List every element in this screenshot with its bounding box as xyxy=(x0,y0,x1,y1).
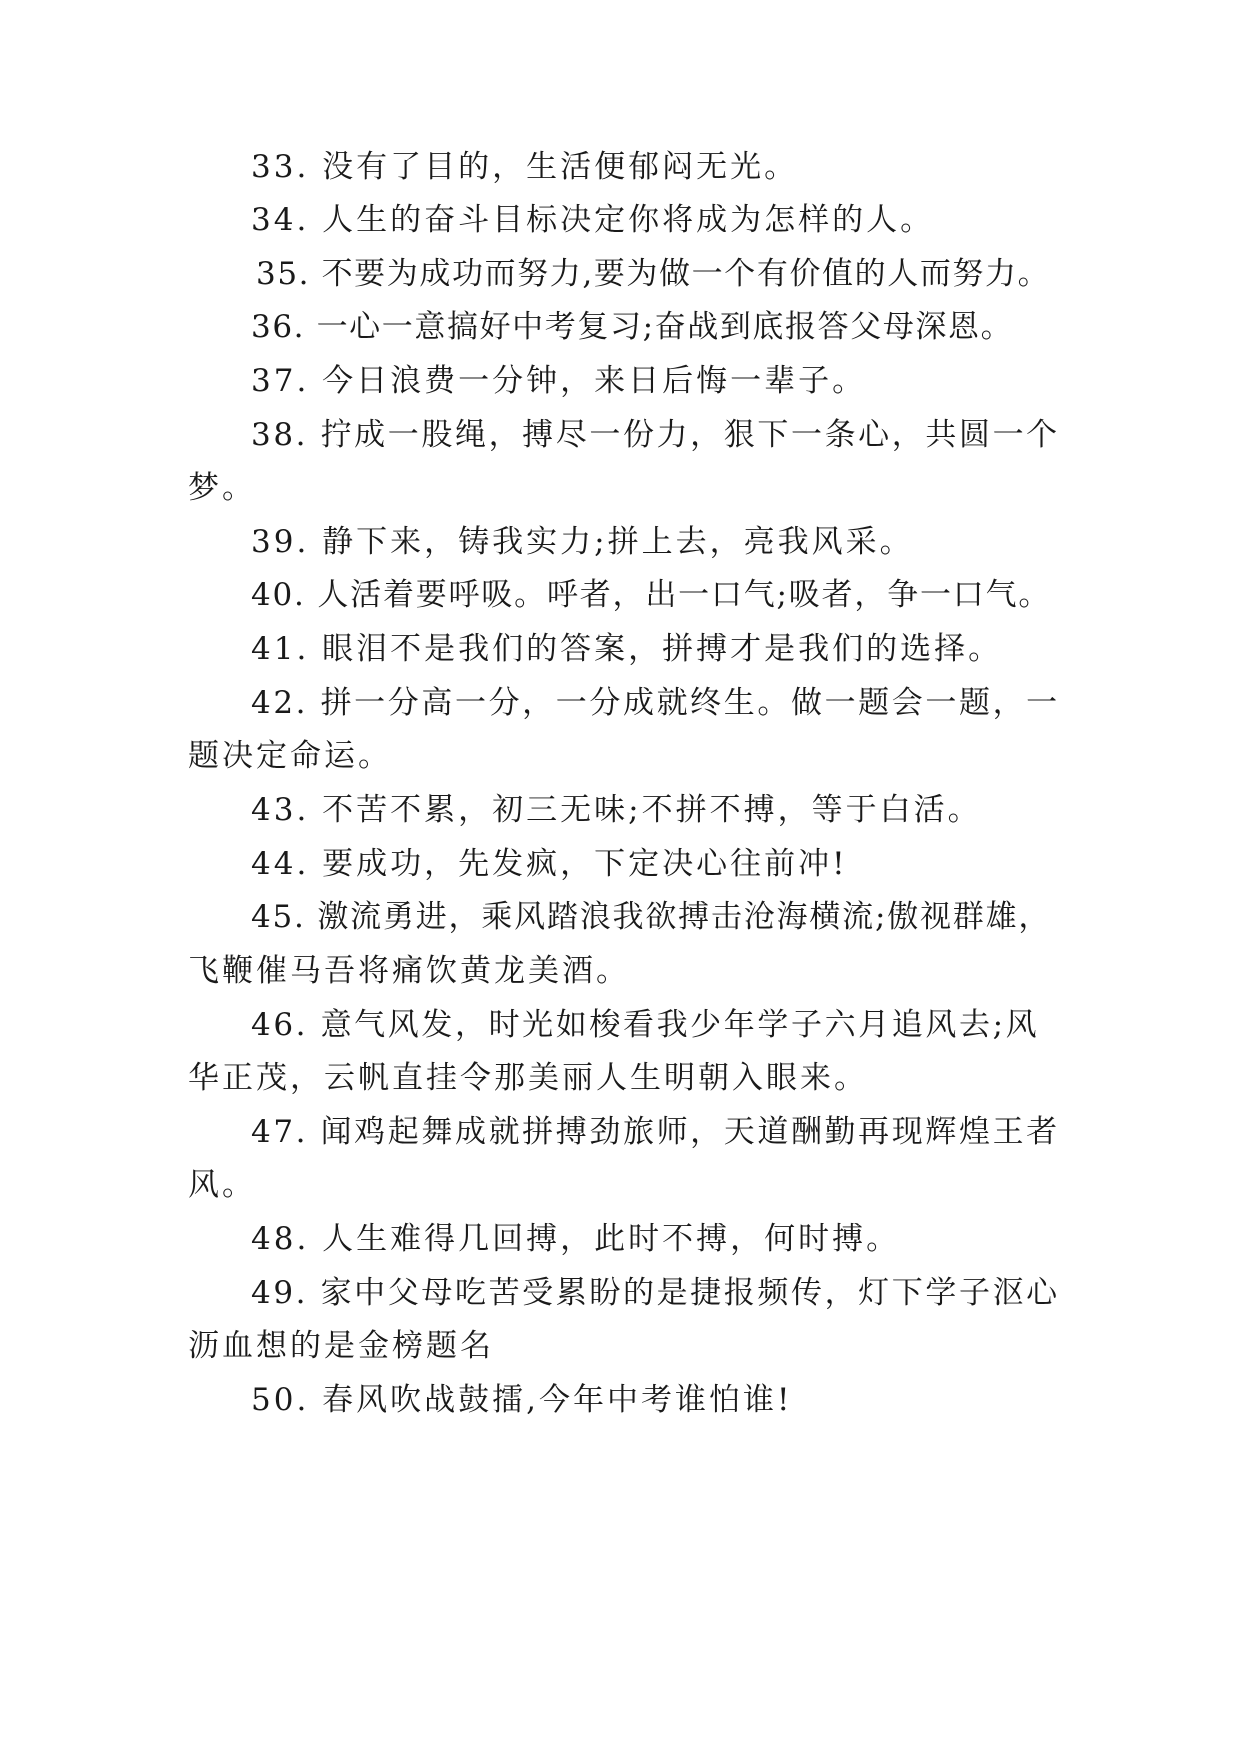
item-text: 不要为成功而努力,要为做一个有价值的人而努力。 xyxy=(321,256,1051,292)
item-text: 风。 xyxy=(188,1167,256,1203)
item-text: 激流勇进，乘风踏浪我欲搏击沧海横流;傲视群雄， xyxy=(317,899,1052,935)
item-number: 37. xyxy=(251,363,310,399)
item-number: 45. xyxy=(251,899,306,935)
item-number: 33. xyxy=(251,149,310,185)
list-item xyxy=(251,1380,792,1420)
item-text: 拧成一股绳，搏尽一份力，狠下一条心，共圆一个 xyxy=(320,417,1060,453)
list-item-continuation xyxy=(188,1058,868,1098)
list-item xyxy=(256,254,1050,294)
item-number: 39. xyxy=(251,524,310,560)
list-item xyxy=(251,415,1060,455)
item-text: 题决定命运。 xyxy=(188,738,392,774)
item-number: 47. xyxy=(251,1114,309,1150)
item-text: 春风吹战鼓擂,今年中考谁怕谁! xyxy=(322,1382,793,1418)
list-item-continuation xyxy=(188,468,256,508)
item-text: 人生的奋斗目标决定你将成为怎样的人。 xyxy=(322,202,935,238)
list-item xyxy=(251,147,798,187)
list-item-continuation xyxy=(188,736,392,776)
list-item xyxy=(251,522,914,562)
item-text: 家中父母吃苦受累盼的是捷报频传，灯下学子沤心 xyxy=(320,1275,1060,1311)
list-item xyxy=(251,1005,1039,1045)
list-item xyxy=(251,575,1051,615)
list-item-continuation xyxy=(188,1165,256,1205)
item-number: 46. xyxy=(251,1007,309,1043)
list-item xyxy=(251,897,1051,937)
item-text: 拼一分高一分，一分成就终生。做一题会一题，一 xyxy=(320,685,1060,721)
item-number: 43. xyxy=(251,792,310,828)
list-item xyxy=(251,844,848,884)
item-text: 人生难得几回搏，此时不搏，何时搏。 xyxy=(322,1221,901,1257)
item-text: 没有了目的，生活便郁闷无光。 xyxy=(322,149,799,185)
item-text: 眼泪不是我们的答案，拼搏才是我们的选择。 xyxy=(322,631,1003,667)
list-item-continuation xyxy=(188,1326,494,1366)
item-text: 华正茂，云帆直挂令那美丽人生明朝入眼来。 xyxy=(188,1060,868,1096)
item-number: 42. xyxy=(251,685,309,721)
list-item xyxy=(251,1219,900,1259)
item-text: 闻鸡起舞成就拼搏劲旅师，天道酬勤再现辉煌王者 xyxy=(320,1114,1060,1150)
list-item xyxy=(251,1112,1060,1152)
item-number: 49. xyxy=(251,1275,309,1311)
item-text: 要成功，先发疯，下定决心往前冲! xyxy=(322,846,848,882)
item-text: 飞鞭催马吾将痛饮黄龙美酒。 xyxy=(188,953,630,989)
item-number: 36. xyxy=(251,309,306,345)
item-number: 34. xyxy=(251,202,310,238)
list-item xyxy=(251,307,1013,347)
item-number: 41. xyxy=(251,631,310,667)
list-item xyxy=(251,629,1002,669)
item-text: 人活着要呼吸。呼者，出一口气;吸者，争一口气。 xyxy=(317,577,1052,613)
item-number: 38. xyxy=(251,417,309,453)
item-text: 不苦不累，初三无味;不拼不搏，等于白活。 xyxy=(322,792,982,828)
item-text: 意气风发，时光如梭看我少年学子六月追风去;风 xyxy=(320,1007,1040,1043)
item-number: 50. xyxy=(251,1382,310,1418)
item-text: 沥血想的是金榜题名 xyxy=(188,1328,494,1364)
list-item xyxy=(251,683,1060,723)
item-text: 梦。 xyxy=(188,470,256,506)
item-text: 今日浪费一分钟，来日后悔一辈子。 xyxy=(322,363,867,399)
list-item xyxy=(251,790,982,830)
item-number: 44. xyxy=(251,846,310,882)
list-item-continuation xyxy=(188,951,630,991)
item-text: 一心一意搞好中考复习;奋战到底报答父母深恩。 xyxy=(316,309,1014,345)
item-text: 静下来，铸我实力;拼上去，亮我风采。 xyxy=(322,524,914,560)
list-item xyxy=(251,200,934,240)
list-item xyxy=(251,1273,1060,1313)
item-number: 35. xyxy=(256,256,311,292)
item-number: 48. xyxy=(251,1221,310,1257)
list-item xyxy=(251,361,866,401)
item-number: 40. xyxy=(251,577,306,613)
